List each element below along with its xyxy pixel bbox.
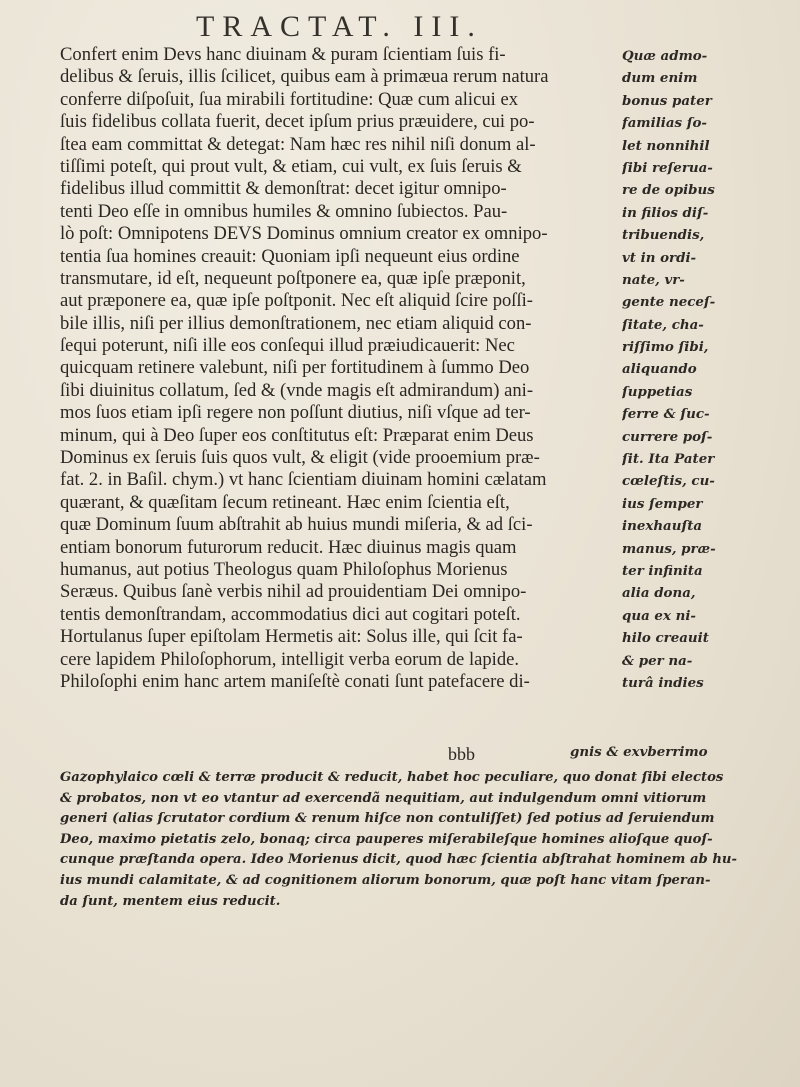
main-text-line: aut præponere ea, quæ ipſe poſtponit. Nec eſt aliquid ſcire poſſi- (60, 290, 533, 312)
main-text-block (60, 44, 608, 693)
footnote-line: generi (alias ſcrutator cordium & renum hiſce non contuliſſet) ſed potius ad ſeruiendum (60, 811, 715, 827)
main-text-line: lò poſt: Omnipotens DEVS Dominus omnium creator ex omnipo- (60, 223, 548, 245)
marginal-note-line: ſit. Ita Pater (622, 451, 715, 468)
main-text-line: tenti Deo eſſe in omnibus humiles & omnino ſubiectos. Pau- (60, 200, 508, 222)
marginal-note-line: dum enim (622, 70, 698, 87)
marginal-note-line: aliquando (622, 361, 697, 378)
marginal-note-line: Quæ admo- (622, 48, 708, 64)
main-text-line: Seræus. Quibus ſanè verbis nihil ad prouidentiam Dei omnipo- (60, 581, 527, 603)
main-text-line: quicquam retinere valebunt, niſi per fortitudinem à ſummo Deo (60, 357, 530, 379)
main-text-line: conferre diſpoſuit, ſua mirabili fortitudine: Quæ cum alicui ex (60, 88, 519, 110)
marginal-note-line: riſſimo ſibi, (622, 339, 709, 356)
marginal-note (622, 45, 792, 694)
main-text-line: Confert enim Devs hanc diuinam & puram ſcientiam ſuis fi- (60, 44, 506, 65)
main-text-line: quæ Dominum ſuum abſtrahit ab huius mundi miſeria, & ad ſci- (60, 514, 533, 536)
marginal-note-line: alia dona, (622, 585, 696, 602)
marginal-note-line: tribuendis, (622, 227, 705, 244)
running-head: TRACTAT. III. (196, 10, 483, 43)
marginal-note-line: qua ex ni- (622, 607, 696, 624)
main-text-line: ſibi diuinitus collatum, ſed & (vnde magis eſt admirandum) ani- (60, 379, 534, 401)
main-text-line: tentis demonſtrandam, accommodatius dici aut cogitari poteſt. (60, 603, 521, 625)
page-header (0, 10, 800, 44)
footnote-line: & probatos, non vt eo vtantur ad exercendã nequitiam, aut indulgendum omni vitiorum (60, 790, 707, 806)
marginal-note-line: inexhauſta (622, 518, 703, 535)
main-text-line: ſuis fidelibus collata fuerit, decet ipſum prius præuidere, cui po- (60, 111, 535, 133)
marginal-note-line: bonus pater (622, 92, 712, 109)
main-text-line: Dominus ex ſeruis ſuis quos vult, & eligit (vide prooemium præ- (60, 447, 540, 469)
marginal-note-line: ius ſemper (622, 495, 703, 512)
main-text-line: delibus & ſeruis, illis ſcilicet, quibus eam à primæua rerum natura (60, 66, 549, 88)
marginal-note-line: ſibi reſerua- (622, 159, 713, 176)
marginal-note-line: cœleſtis, cu- (622, 473, 715, 490)
marginal-note-line: ferre & ſuc- (622, 406, 710, 423)
marginal-note-line: nate, vr- (622, 271, 685, 288)
marginal-note-line: hilo creauit (622, 630, 709, 647)
marginal-note-line: vt in ordi- (622, 249, 697, 266)
main-text-line: humanus, aut potius Theologus quam Philoſophus Morienus (60, 558, 508, 580)
marginal-note-line: & per na- (622, 652, 693, 669)
marginal-note-line: ter infinita (622, 562, 703, 579)
main-text-line: fat. 2. in Baſil. chym.) vt hanc ſcientiam diuinam homini cælatam (60, 469, 547, 491)
main-text-line: mos ſuos etiam ipſi regere non poſſunt diutius, niſi vſque ad ter- (60, 402, 531, 424)
main-text-line: fidelibus illud committit & demonſtrat: decet igitur omnipo- (60, 178, 507, 200)
marginal-note-continuation: gnis & exvberrimo (570, 744, 708, 760)
main-text-line: bile illis, niſi per illius demonſtrationem, nec etiam aliquid con- (60, 312, 532, 334)
marginal-note-line: ſuppetias (622, 383, 693, 400)
footnote-line: Deo, maximo pietatis zelo, bonaq; circa pauperes miſerabileſque homines alioſque quoſ- (60, 831, 713, 847)
main-text-line: tiſſimi poteſt, qui prout vult, & etiam, cui vult, ex ſuis ſeruis & (60, 155, 522, 177)
footnote-line: da ſunt, mentem eius reducit. (60, 893, 281, 909)
main-text-line: ſtea eam committat & detegat: Nam hæc res nihil niſi donum al- (60, 133, 536, 155)
main-text-line: ſequi poterunt, niſi ille eos conſequi illud præiudicauerit: Nec (60, 335, 515, 357)
marginal-note-line: familias ſo- (622, 115, 707, 132)
marginal-note-line: in filios diſ- (622, 204, 709, 221)
marginal-note-line: re de opibus (622, 182, 715, 199)
footnote-block (60, 768, 780, 912)
marginal-note-line: turâ indies (622, 674, 704, 691)
marginal-note-line: ſitate, cha- (622, 316, 704, 333)
footnote-line: Gazophylaico cœli & terræ producit & reducit, habet hoc peculiare, quo donat ſibi electos (60, 770, 724, 785)
main-text-line: Philoſophi enim hanc artem maniſeſtè conati ſunt patefacere di- (60, 670, 530, 692)
main-text-line: tentia ſua homines creauit: Quoniam ipſi nequeunt eius ordine (60, 245, 520, 267)
main-text-line: entiam bonorum futurorum reducit. Hæc diuinus magis quam (60, 536, 517, 558)
marginal-note-line: manus, præ- (622, 540, 716, 557)
marginal-note-line: currere poſ- (622, 428, 713, 445)
main-text-line: Hortulanus ſuper epiſtolam Hermetis ait: Solus ille, qui ſcit fa- (60, 626, 523, 648)
main-text-line: transmutare, id eſt, nequeunt poſtponere ea, quæ ipſe præponit, (60, 267, 526, 289)
footnote-line: ius mundi calamitate, & ad cognitionem aliorum bonorum, quæ poſt hanc vitam ſperan- (60, 872, 711, 888)
signature-mark: bbb (448, 744, 475, 764)
main-text-line: quærant, & quæſitam ſecum retineant. Hæc enim ſcientia eſt, (60, 491, 510, 513)
marginal-note-line: gente neceſ- (622, 294, 716, 311)
footnote-line: cunque præſtanda opera. Ideo Morienus dicit, quod hæc ſcientia abſtrahat hominem ab hu- (60, 852, 737, 868)
main-text-line: cere lapidem Philoſophorum, intelligit verba eorum de lapide. (60, 648, 520, 670)
marginal-note-line: let nonnihil (622, 137, 710, 154)
main-text-line: minum, qui à Deo ſuper eos conſtitutus eſt: Præparat enim Deus (60, 424, 534, 446)
